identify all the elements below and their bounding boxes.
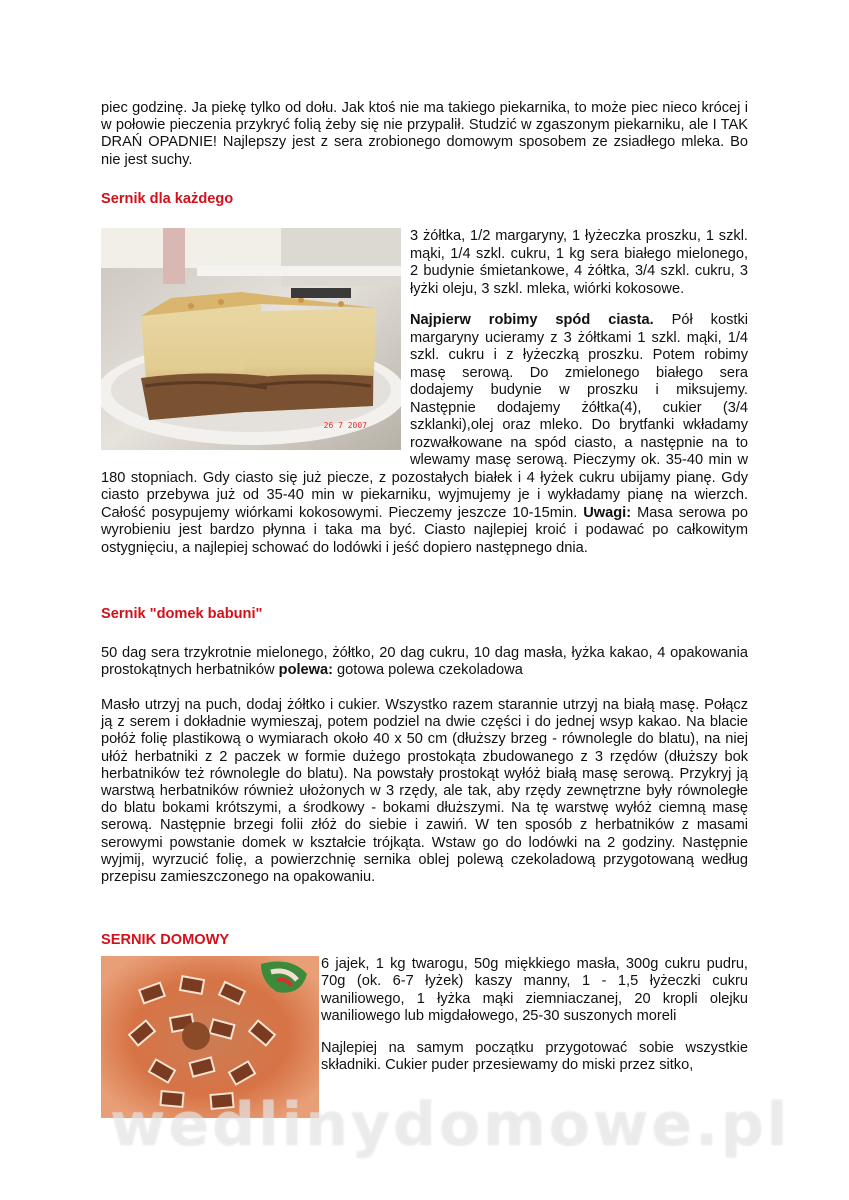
site-watermark: wedlinydomowe.pl <box>110 1090 791 1160</box>
dried-apricot-cheesecake-image <box>101 956 319 1118</box>
recipe1-notes-label: Uwagi: <box>583 504 632 521</box>
photo-date-stamp: 26 7 2007 <box>323 420 367 430</box>
recipe3-body <box>101 956 748 1120</box>
recipe1-method-lead: Najpierw robimy spód ciasta. <box>410 312 654 328</box>
recipe2-ingredients <box>101 645 748 679</box>
recipe2-ingredients-bold: polewa: <box>278 662 333 679</box>
recipe1-method-body: Pół kostki margaryny ucieramy z 3 żółtkami 1 szkl. mąki, 1/4 szkl. cukru i z łyżeczką proszku. Potem robimy masę serową. Do zmielonego białego sera dodajemy budynie w proszku i miksujemy. Następnie dodajemy żółtka(4), cukier (3/4 szklanki),olej oraz mleko. Do brytfanki wkładamy rozwałkowane na spód ciasto, a następnie na to wlewamy masę serową. Pieczymy ok. 35-40 min w 180 stopniach. Gdy ciasto się już piecze, z pozostałych białek i 4 łyżek cukru ubijamy pianę. Gdy ciasto przebywa już od 35-40 min w piekarniku, wyjmujemy je i wykładamy pianę na wierzch. Całość posypujemy wiórkami kokosowymi. Pieczemy jeszcze 10-15min. <box>101 312 748 521</box>
intro-paragraph: piec godzinę. Ja piekę tylko od dołu. Jak ktoś nie ma takiego piekarnika, to może piec nieco krócej i w połowie pieczenia przykryć folią żeby się nie przypalił. Studzić w zgaszonym piekarniku, ale I TAK DRAŃ OPADNIE! Najlepszy jest z sera zrobionego domowym sposobem ze zsiadłego mleka. Bo nie jest suchy. <box>101 100 748 168</box>
recipe-title-domek-babuni: Sernik "domek babuni" <box>101 606 263 622</box>
recipe3-method: Najlepiej na samym początku przygotować sobie wszystkie składniki. Cukier puder przesiewamy do miski przez sitko, <box>321 1039 748 1074</box>
recipe-title-sernik-domowy: SERNIK DOMOWY <box>101 932 230 948</box>
dried-apricot-cheesecake-photo <box>101 956 319 1118</box>
recipe2-ingredients-main: 50 dag sera trzykrotnie mielonego, żółtko, 20 dag cukru, 10 dag masła, łyżka kakao, 4 opakowania prostokątnych herbatników <box>101 645 748 679</box>
recipe2-method: Masło utrzyj na puch, dodaj żółtko i cukier. Wszystko razem starannie utrzyj na białą masę. Połącz ją z serem i dokładnie wymieszaj, potem podziel na dwie części i do jednej wsyp kakao. Na blacie połóż folię plastikową o wymiarach około 40 x 50 cm (dłuższy brzeg - równolegle do blatu), na niej ułóż herbatniki z 2 paczek w formie dużego prostokąta zbudowanego z 3 rzędów (dłuższy bok herbatników też równolegle do blatu). Na powstały prostokąt wyłóż białą masę serową. Przykryj ją warstwą herbatników również ułożonych w 3 rzędy, ale tak, aby rzędy zewnętrzne były równoległe do blatu bokami krótszymi, a środkowy - bokami dłuższymi. Na tę warstwę wyłóż ciemną masę serową. Następnie brzegi folii złóż do siebie i zawiń. W ten sposób z herbatników z masami serowymi powstanie domek w kształcie trójkąta. Wstaw go do lodówki na 2 godziny. Następnie wyjmij, wyrzucić folię, a powierzchnię sernika oblej polewą czekoladową przygotowaną według przepisu zamieszczonego na opakowaniu. <box>101 697 748 886</box>
cheesecake-photo <box>101 228 401 450</box>
recipe1-notes-body: Masa serowa po wyrobieniu jest bardzo płynna i taka ma być. Ciasto najlepiej kroić i podawać po całkowitym ostygnięciu, a najlepiej schować do lodówki i jeść dopiero następnego dnia. <box>101 504 748 556</box>
recipe2-ingredients-glaze: gotowa polewa czekoladowa <box>332 662 523 679</box>
recipe1-ingredients: 3 żółtka, 1/2 margaryny, 1 łyżeczka proszku, 1 szkl. mąki, 1/4 szkl. cukru, 1 kg sera białego mielonego, 2 budynie śmietankowe, 4 żółtka, 3/4 szkl. cukru, 3 łyżki oleju, 3 szkl. mleka, wiórki kokosowe. <box>410 228 748 297</box>
recipe-title-sernik-dla-kazdego: Sernik dla każdego <box>101 191 234 207</box>
recipe1-body <box>101 228 748 571</box>
recipe3-ingredients: 6 jajek, 1 kg twarogu, 50g miękkiego masła, 300g cukru pudru, 70g (ok. 6-7 łyżek) kaszy manny, 1 - 1,5 łyżeczki cukru waniliowego, 1 łyżka mąki ziemniaczanej, 20 kropli olejku waniliowego lub migdałowego, 25-30 suszonych moreli <box>321 956 748 1025</box>
